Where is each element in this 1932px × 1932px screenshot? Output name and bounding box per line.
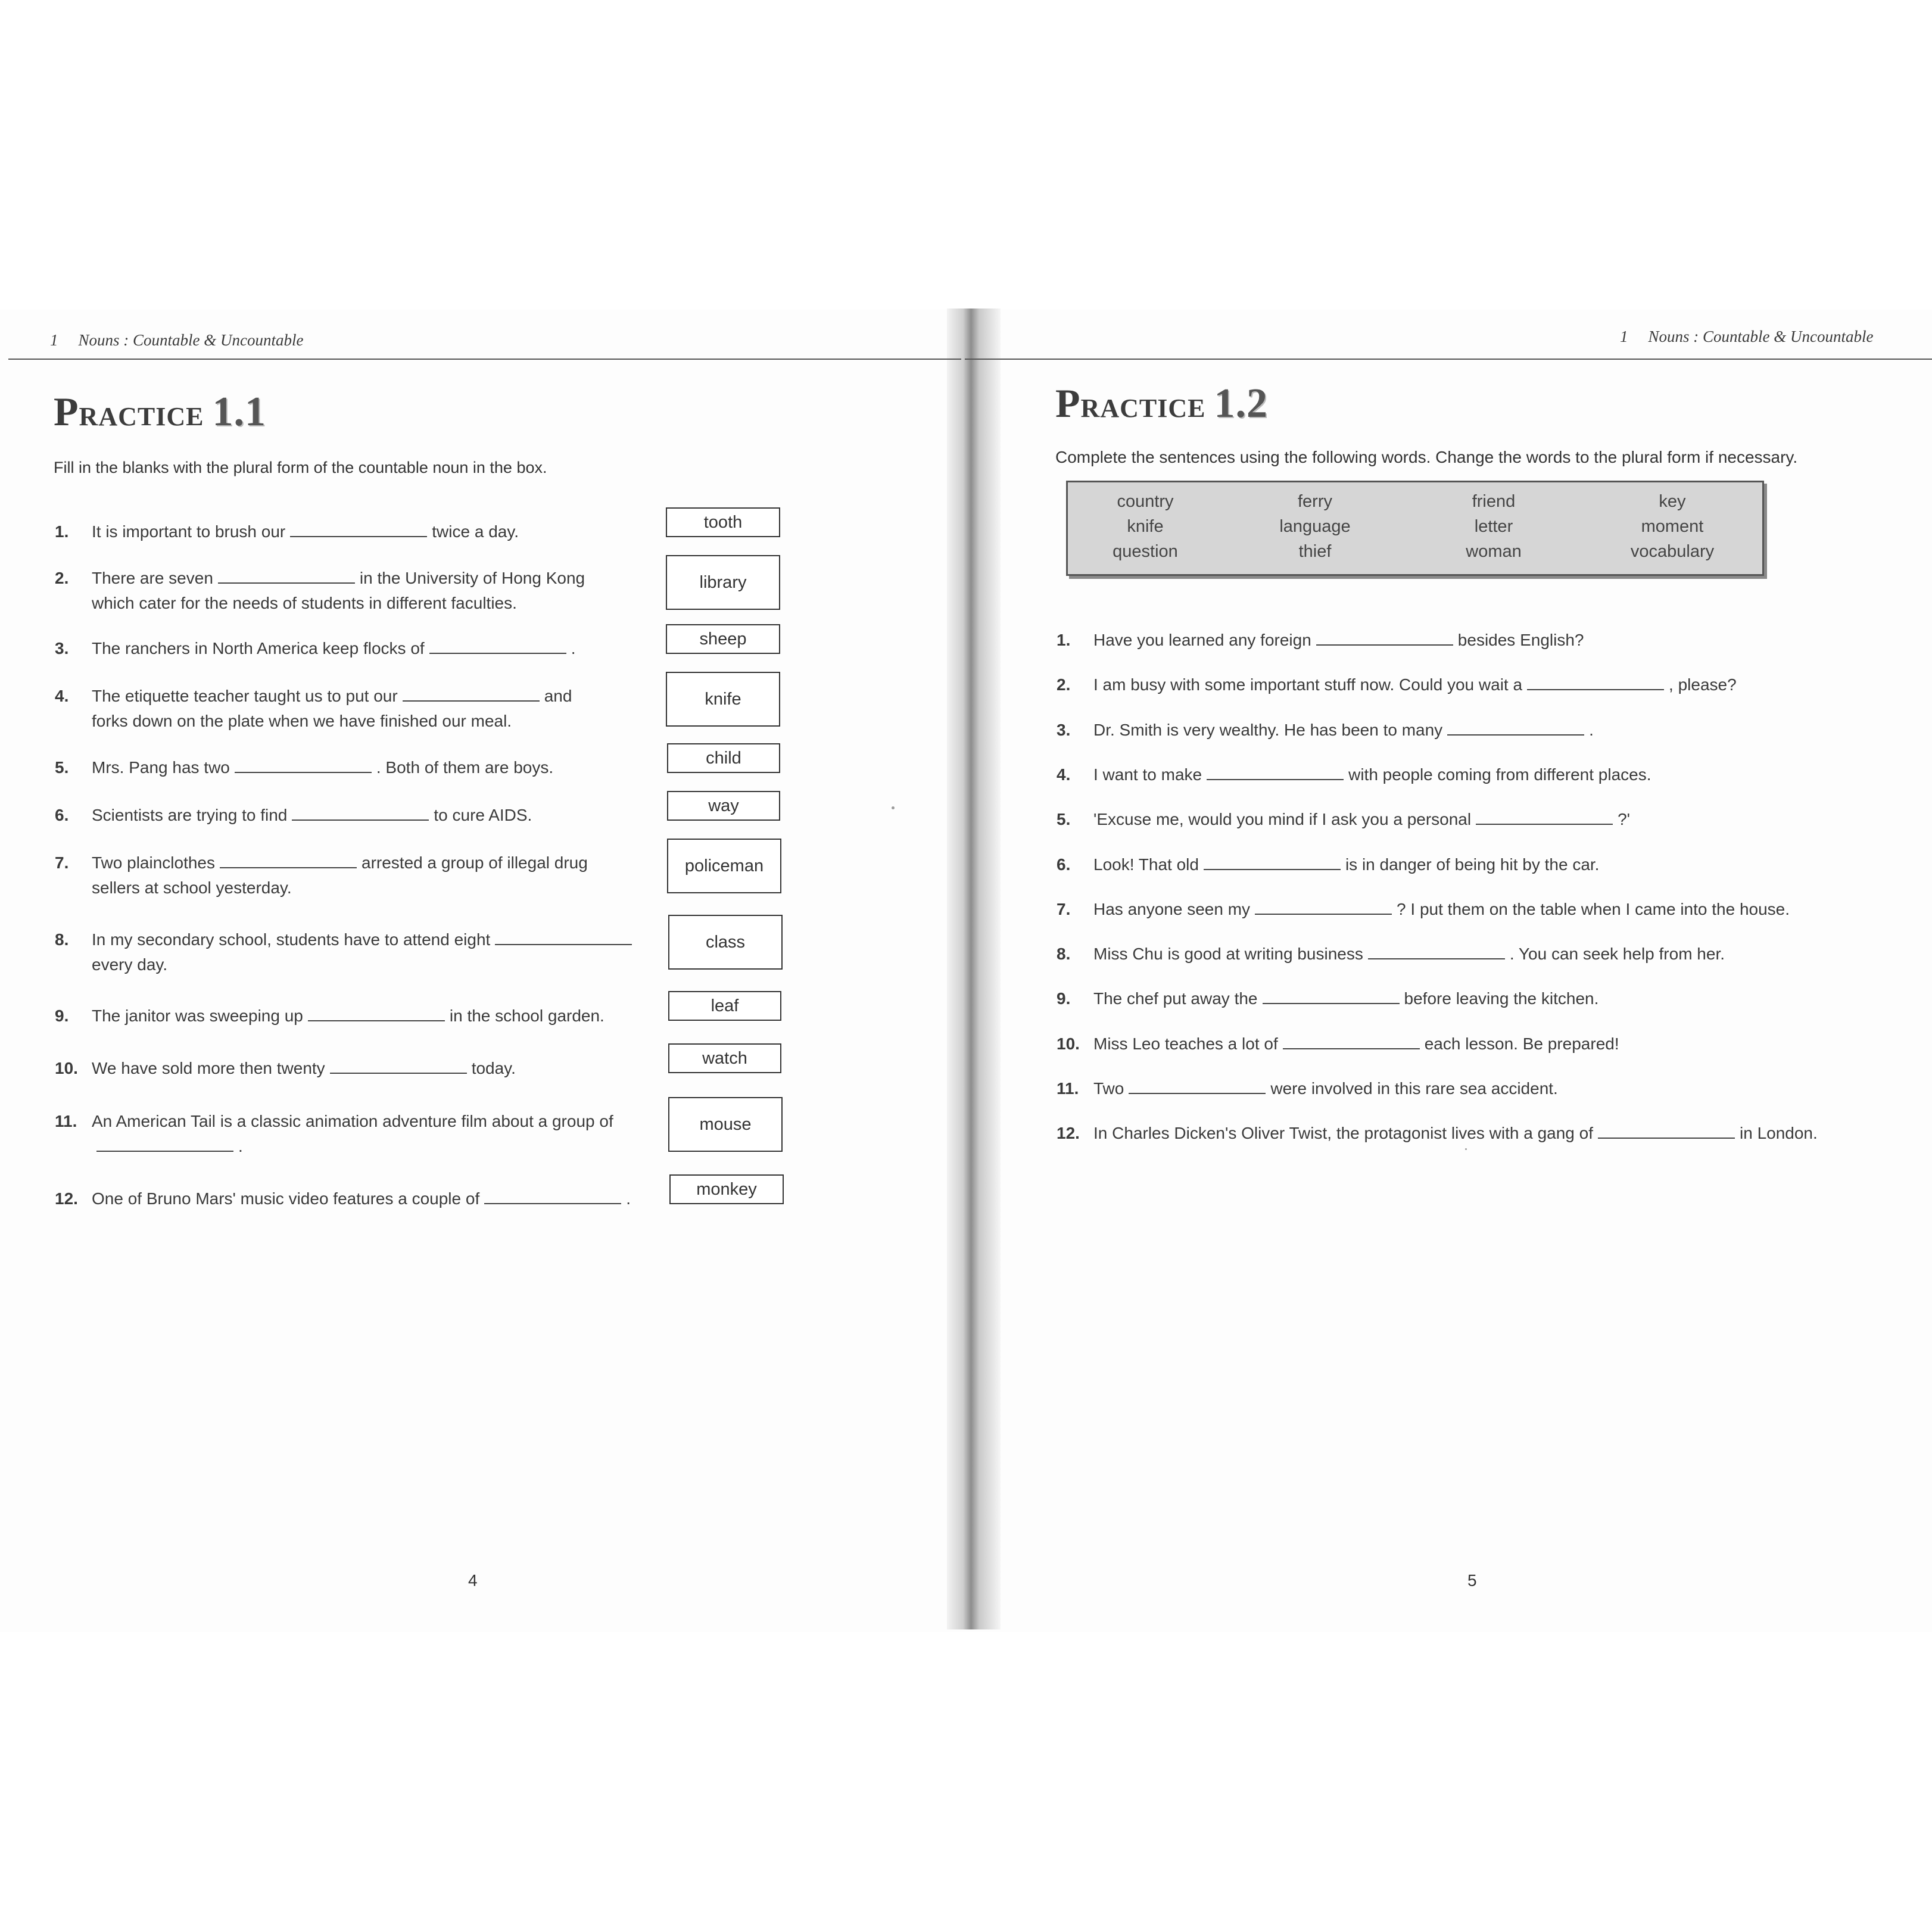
sentence-text: Have you learned any foreign — [1093, 631, 1311, 649]
item-number: 5. — [1057, 810, 1071, 829]
item-number: 12. — [1057, 1124, 1080, 1143]
sentence-text: before leaving the kitchen. — [1404, 989, 1599, 1008]
chapter-title: Nouns : Countable & Uncountable — [78, 331, 304, 349]
sentence-text: Miss Chu is good at writing business — [1093, 945, 1363, 964]
noun-box: leaf — [668, 991, 781, 1021]
item-text — [1093, 942, 1725, 967]
item-number: 4. — [1057, 765, 1071, 784]
word-bank-word: woman — [1466, 542, 1522, 561]
item-text — [1093, 1076, 1558, 1101]
answer-blank[interactable] — [235, 758, 372, 773]
sentence-text: Two plainclothes — [92, 853, 216, 872]
sentence-text: It is important to brush our — [92, 522, 286, 541]
noun-box: way — [667, 791, 780, 821]
sentence-text: each lesson. Be prepared! — [1424, 1034, 1619, 1053]
word-bank-word: ferry — [1298, 492, 1332, 511]
noun-box: knife — [666, 672, 780, 727]
page-number: 5 — [1467, 1571, 1477, 1590]
left-running-head — [50, 331, 303, 350]
sentence-text: . — [571, 639, 576, 657]
noun-box: tooth — [666, 507, 780, 537]
item-number: 2. — [1057, 675, 1071, 694]
chapter-number: 1 — [1620, 328, 1628, 345]
answer-blank[interactable] — [1263, 989, 1400, 1004]
scan-speck — [1465, 1148, 1467, 1150]
word-bank-word: letter — [1474, 517, 1513, 536]
item-text — [1093, 852, 1599, 877]
item-text — [92, 566, 585, 616]
item-text — [92, 803, 532, 828]
answer-blank[interactable] — [1368, 944, 1505, 959]
item-text — [92, 850, 588, 900]
answer-blank[interactable] — [1527, 675, 1664, 690]
word-bank-word: thief — [1298, 542, 1332, 561]
practice-title — [1055, 380, 1268, 428]
sentence-text: Dr. Smith is very wealthy. He has been to many — [1093, 720, 1443, 739]
answer-blank[interactable] — [308, 1006, 445, 1021]
sentence-text: One of Bruno Mars' music video features a couple of — [92, 1189, 480, 1208]
item-number: 6. — [55, 806, 69, 824]
item-text — [92, 636, 575, 661]
item-text — [1093, 672, 1737, 697]
answer-blank[interactable] — [429, 638, 566, 654]
noun-box: watch — [668, 1043, 781, 1073]
answer-blank[interactable] — [1598, 1123, 1735, 1139]
item-text — [92, 1004, 604, 1029]
item-number: 3. — [1057, 720, 1071, 739]
instructions: Fill in the blanks with the plural form of the countable noun in the box. — [54, 459, 547, 476]
noun-box: sheep — [666, 624, 780, 654]
item-number: 7. — [1057, 899, 1071, 918]
item-number: 10. — [55, 1059, 78, 1077]
word-bank-word: country — [1117, 492, 1174, 511]
answer-blank[interactable] — [290, 522, 427, 537]
item-number: 12. — [55, 1189, 78, 1208]
practice-word-rest: RACTICE — [79, 402, 204, 431]
sentence-text: The etiquette teacher taught us to put our — [92, 687, 398, 705]
word-bank-word: question — [1113, 542, 1178, 561]
word-bank-word: friend — [1472, 492, 1516, 511]
sentence-text: . — [238, 1137, 243, 1155]
word-bank-word: language — [1279, 517, 1351, 536]
noun-box: class — [668, 915, 783, 970]
sentence-text: Two — [1093, 1079, 1124, 1098]
word-bank — [1066, 481, 1764, 576]
sentence-text: I am busy with some important stuff now. Could you wait a — [1093, 675, 1523, 694]
right-running-head — [1620, 328, 1873, 346]
item-number: 11. — [55, 1112, 77, 1130]
sentence-text: ? I put them on the table when I came into the house. — [1397, 899, 1790, 918]
answer-blank[interactable] — [96, 1136, 233, 1152]
sentence-text: every day. — [92, 955, 168, 974]
answer-blank[interactable] — [1316, 630, 1453, 646]
answer-blank[interactable] — [484, 1189, 621, 1204]
word-bank-word: knife — [1127, 517, 1164, 536]
answer-blank[interactable] — [403, 686, 540, 702]
sentence-text: forks down on the plate when we have finished our meal. — [92, 712, 512, 730]
word-bank-word: key — [1659, 492, 1686, 511]
practice-number: 1.2 — [1214, 381, 1268, 426]
sentence-text: In my secondary school, students have to attend eight — [92, 930, 491, 949]
item-text — [1093, 986, 1598, 1011]
item-text — [1093, 718, 1594, 743]
practice-number: 1.1 — [212, 389, 266, 435]
answer-blank[interactable] — [1283, 1034, 1420, 1049]
item-number: 9. — [1057, 989, 1071, 1008]
answer-blank[interactable] — [1129, 1079, 1266, 1094]
sentence-text: today. — [471, 1059, 516, 1077]
item-number: 1. — [55, 522, 69, 541]
instructions: Complete the sentences using the following words. Change the words to the plural form if necessary. — [1055, 448, 1798, 466]
sentence-text: . Both of them are boys. — [376, 758, 554, 777]
item-number: 11. — [1057, 1079, 1079, 1098]
sentence-text: Miss Leo teaches a lot of — [1093, 1034, 1278, 1053]
item-number: 3. — [55, 639, 69, 657]
item-text — [92, 755, 553, 780]
answer-blank[interactable] — [1207, 765, 1344, 780]
item-text — [1093, 807, 1630, 832]
scan-speck — [892, 806, 895, 809]
sentence-text: in the school garden. — [449, 1006, 604, 1025]
sentence-text: Look! That old — [1093, 855, 1199, 874]
item-number: 10. — [1057, 1034, 1080, 1053]
sentence-text: Scientists are trying to find — [92, 806, 288, 824]
page-number: 4 — [468, 1571, 478, 1590]
practice-initial: P — [54, 389, 79, 434]
answer-blank[interactable] — [292, 805, 429, 821]
item-text — [1093, 762, 1651, 787]
item-text — [92, 927, 637, 977]
item-number: 2. — [55, 569, 69, 587]
item-number: 1. — [1057, 631, 1071, 649]
answer-blank[interactable] — [218, 568, 355, 584]
item-number: 8. — [55, 930, 69, 949]
word-bank-word: moment — [1641, 517, 1704, 536]
book-gutter-shadow — [947, 309, 1001, 1629]
practice-initial: P — [1055, 381, 1081, 426]
answer-blank[interactable] — [1255, 899, 1392, 915]
chapter-title: Nouns : Countable & Uncountable — [1648, 328, 1874, 345]
sentence-text: were involved in this rare sea accident. — [1270, 1079, 1558, 1098]
item-number: 7. — [55, 853, 69, 872]
sentence-text: in the University of Hong Kong — [359, 569, 585, 587]
item-text — [1093, 1121, 1818, 1146]
answer-blank[interactable] — [1204, 855, 1341, 870]
sentence-text: which cater for the needs of students in different faculties. — [92, 594, 517, 612]
noun-box: monkey — [669, 1174, 784, 1204]
sentence-text: . You can seek help from her. — [1509, 945, 1725, 964]
sentence-text: We have sold more then twenty — [92, 1059, 325, 1077]
sentence-text: Has anyone seen my — [1093, 899, 1251, 918]
item-text — [1093, 628, 1584, 653]
sentence-text: ?' — [1618, 810, 1631, 829]
header-rule — [965, 359, 1932, 360]
chapter-number: 1 — [50, 331, 58, 349]
answer-blank[interactable] — [1447, 720, 1584, 736]
sentence-text: with people coming from different places. — [1348, 765, 1651, 784]
item-text — [92, 1109, 613, 1159]
practice-title — [54, 388, 266, 436]
sentence-text: 'Excuse me, would you mind if I ask you a personal — [1093, 810, 1472, 829]
item-number: 9. — [55, 1006, 69, 1025]
sentence-text: There are seven — [92, 569, 213, 587]
sentence-text: to cure AIDS. — [434, 806, 532, 824]
item-number: 8. — [1057, 945, 1071, 964]
noun-box: mouse — [668, 1097, 783, 1152]
sentence-text: The ranchers in North America keep flocks of — [92, 639, 425, 657]
answer-blank[interactable] — [220, 853, 357, 868]
header-rule — [8, 359, 961, 360]
sentence-text: besides English? — [1457, 631, 1584, 649]
sentence-text: , please? — [1669, 675, 1737, 694]
word-bank-word: vocabulary — [1630, 542, 1715, 561]
item-number: 5. — [55, 758, 69, 777]
item-text — [92, 1056, 516, 1081]
sentence-text: is in danger of being hit by the car. — [1345, 855, 1600, 874]
sentence-text: in London. — [1740, 1124, 1818, 1143]
answer-blank[interactable] — [1476, 809, 1613, 825]
sentence-text: I want to make — [1093, 765, 1202, 784]
item-number: 4. — [55, 687, 69, 705]
item-number: 6. — [1057, 855, 1071, 874]
sentence-text: Mrs. Pang has two — [92, 758, 230, 777]
sentence-text: and — [544, 687, 572, 705]
sentence-text: sellers at school yesterday. — [92, 878, 292, 897]
item-text — [92, 684, 572, 734]
sentence-text: The chef put away the — [1093, 989, 1258, 1008]
sentence-text: The janitor was sweeping up — [92, 1006, 303, 1025]
sentence-text: twice a day. — [432, 522, 519, 541]
sentence-text: arrested a group of illegal drug — [362, 853, 588, 872]
item-text — [92, 519, 519, 544]
sentence-text: . — [626, 1189, 631, 1208]
practice-word-rest: RACTICE — [1080, 394, 1206, 423]
item-text — [1093, 897, 1790, 922]
noun-box: child — [667, 743, 780, 773]
sentence-text: In Charles Dicken's Oliver Twist, the protagonist lives with a gang of — [1093, 1124, 1593, 1143]
noun-box: policeman — [667, 839, 781, 893]
sentence-text: . — [1589, 720, 1594, 739]
answer-blank[interactable] — [330, 1058, 467, 1074]
item-text — [1093, 1032, 1619, 1057]
answer-blank[interactable] — [495, 930, 632, 945]
noun-box: library — [666, 555, 780, 610]
sentence-text: An American Tail is a classic animation adventure film about a group of — [92, 1112, 613, 1130]
item-text — [92, 1186, 631, 1211]
